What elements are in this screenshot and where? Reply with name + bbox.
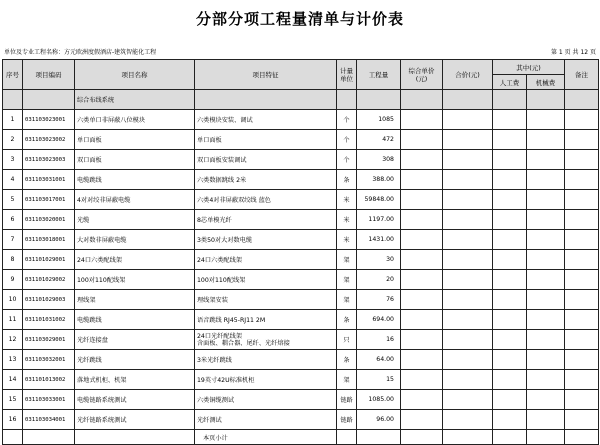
row-total	[443, 170, 493, 190]
row-remark	[565, 170, 599, 190]
row-feature: 单口面板	[195, 130, 337, 150]
row-feature: 19英寸42U标准机柜	[195, 370, 337, 390]
row-unit-price	[401, 190, 443, 210]
row-seq: 1	[3, 110, 23, 130]
row-seq: 10	[3, 290, 23, 310]
row-machine	[527, 110, 565, 130]
subtotal-cell	[565, 430, 599, 445]
table-body	[3, 90, 599, 445]
row-qty: 1431.00	[357, 230, 401, 250]
subtotal-cell	[357, 430, 401, 445]
row-seq: 13	[3, 350, 23, 370]
row-name: 电缆跳线	[75, 310, 195, 330]
row-labor	[493, 130, 527, 150]
row-feature: 理线架安装	[195, 290, 337, 310]
row-qty: 308	[357, 150, 401, 170]
row-qty: 20	[357, 270, 401, 290]
row-remark	[565, 110, 599, 130]
row-labor	[493, 270, 527, 290]
row-unit: 链路	[337, 410, 357, 430]
row-unit: 个	[337, 150, 357, 170]
row-machine	[527, 310, 565, 330]
row-unit-price	[401, 170, 443, 190]
row-remark	[565, 190, 599, 210]
row-machine	[527, 390, 565, 410]
row-remark	[565, 410, 599, 430]
row-machine	[527, 230, 565, 250]
subtotal-cell	[493, 430, 527, 445]
row-seq: 7	[3, 230, 23, 250]
row-qty: 76	[357, 290, 401, 310]
table-row	[3, 190, 599, 210]
row-labor	[493, 230, 527, 250]
row-seq: 15	[3, 390, 23, 410]
row-code: 031103023002	[23, 130, 75, 150]
row-feature: 24口六类配线架	[195, 250, 337, 270]
table-row	[3, 350, 599, 370]
row-unit: 条	[337, 350, 357, 370]
row-qty: 472	[357, 130, 401, 150]
row-code: 031103032001	[23, 350, 75, 370]
row-code: 031101013002	[23, 370, 75, 390]
row-qty: 59848.00	[357, 190, 401, 210]
table-row	[3, 170, 599, 190]
row-unit-price	[401, 310, 443, 330]
row-unit: 米	[337, 230, 357, 250]
row-qty: 1085	[357, 110, 401, 130]
row-machine	[527, 210, 565, 230]
row-labor	[493, 410, 527, 430]
table-row	[3, 250, 599, 270]
row-total	[443, 190, 493, 210]
row-labor	[493, 310, 527, 330]
row-remark	[565, 230, 599, 250]
row-name: 理线架	[75, 290, 195, 310]
row-total	[443, 150, 493, 170]
row-remark	[565, 270, 599, 290]
row-machine	[527, 190, 565, 210]
header-unit-price: 综合单价(元)	[401, 60, 443, 90]
row-code: 031103023003	[23, 150, 75, 170]
row-machine	[527, 370, 565, 390]
row-labor	[493, 250, 527, 270]
row-code: 031101029003	[23, 290, 75, 310]
row-total	[443, 130, 493, 150]
row-feature: 双口面板安装调试	[195, 150, 337, 170]
row-machine	[527, 250, 565, 270]
row-unit-price	[401, 230, 443, 250]
row-code: 031103029001	[23, 330, 75, 350]
subtotal-cell	[401, 430, 443, 445]
row-seq: 12	[3, 330, 23, 350]
table-row	[3, 330, 599, 350]
row-labor	[493, 110, 527, 130]
row-seq: 16	[3, 410, 23, 430]
subtotal-cell	[443, 430, 493, 445]
row-unit: 米	[337, 190, 357, 210]
row-qty: 16	[357, 330, 401, 350]
row-feature: 光纤测试	[195, 410, 337, 430]
row-total	[443, 110, 493, 130]
table-row	[3, 390, 599, 410]
row-unit: 架	[337, 290, 357, 310]
row-total	[443, 370, 493, 390]
row-feature: 3类50对大对数电缆	[195, 230, 337, 250]
row-total	[443, 230, 493, 250]
row-remark	[565, 130, 599, 150]
row-total	[443, 310, 493, 330]
header-qty: 工程量	[357, 60, 401, 90]
row-qty: 1197.00	[357, 210, 401, 230]
row-code: 031103034001	[23, 410, 75, 430]
row-labor	[493, 190, 527, 210]
row-remark	[565, 350, 599, 370]
row-name: 光纤链路系统测试	[75, 410, 195, 430]
header-unit: 计量单位	[337, 60, 357, 90]
subtotal-cell	[3, 430, 23, 445]
row-qty: 96.00	[357, 410, 401, 430]
row-name: 光缆	[75, 210, 195, 230]
row-labor	[493, 290, 527, 310]
row-remark	[565, 370, 599, 390]
header-of-which: 其中(元)	[493, 60, 565, 75]
row-remark	[565, 210, 599, 230]
table-row	[3, 410, 599, 430]
row-seq: 3	[3, 150, 23, 170]
row-name: 六类单口非屏蔽八位模块	[75, 110, 195, 130]
row-seq: 2	[3, 130, 23, 150]
row-code: 031101031002	[23, 310, 75, 330]
row-remark	[565, 250, 599, 270]
row-unit-price	[401, 210, 443, 230]
row-labor	[493, 170, 527, 190]
row-seq: 5	[3, 190, 23, 210]
row-unit: 条	[337, 170, 357, 190]
row-total	[443, 270, 493, 290]
row-machine	[527, 130, 565, 150]
row-labor	[493, 370, 527, 390]
row-machine	[527, 150, 565, 170]
row-unit-price	[401, 110, 443, 130]
row-total	[443, 330, 493, 350]
row-code: 031101029002	[23, 270, 75, 290]
row-labor	[493, 150, 527, 170]
row-machine	[527, 290, 565, 310]
subtotal-cell	[337, 430, 357, 445]
row-code: 031103033001	[23, 390, 75, 410]
row-name: 100对110配线架	[75, 270, 195, 290]
table-row	[3, 230, 599, 250]
header-remark: 备注	[565, 60, 599, 90]
row-seq: 4	[3, 170, 23, 190]
row-machine	[527, 410, 565, 430]
row-seq: 8	[3, 250, 23, 270]
row-seq: 9	[3, 270, 23, 290]
row-unit: 个	[337, 110, 357, 130]
bill-table	[2, 59, 599, 445]
row-name: 电缆跳线	[75, 170, 195, 190]
row-feature: 语音跳线 RJ45-RJ11 2M	[195, 310, 337, 330]
row-seq: 11	[3, 310, 23, 330]
row-total	[443, 250, 493, 270]
row-name: 落地式机柜、机架	[75, 370, 195, 390]
subtotal-cell	[23, 430, 75, 445]
row-unit: 个	[337, 130, 357, 150]
page-title: 分部分项工程量清单与计价表	[195, 10, 404, 28]
row-unit-price	[401, 130, 443, 150]
row-labor	[493, 210, 527, 230]
table-row	[3, 210, 599, 230]
row-unit: 只	[337, 330, 357, 350]
section-label: 综合布线系统	[75, 90, 195, 110]
row-unit-price	[401, 390, 443, 410]
row-unit-price	[401, 350, 443, 370]
row-total	[443, 390, 493, 410]
row-code: 031103020001	[23, 210, 75, 230]
row-code: 031103023001	[23, 110, 75, 130]
row-unit-price	[401, 270, 443, 290]
row-unit-price	[401, 290, 443, 310]
row-name: 4对对绞非屏蔽电缆	[75, 190, 195, 210]
project-name: 单位及专业工程名称：方元欧洲度假酒店-建筑智能化工程	[4, 49, 157, 56]
row-code: 031101029001	[23, 250, 75, 270]
row-name: 大对数非屏蔽电缆	[75, 230, 195, 250]
row-code: 031103017001	[23, 190, 75, 210]
subtotal-cell	[75, 430, 195, 445]
row-total	[443, 350, 493, 370]
row-unit-price	[401, 150, 443, 170]
row-remark	[565, 390, 599, 410]
row-unit: 条	[337, 310, 357, 330]
row-feature: 六类数据跳线 2米	[195, 170, 337, 190]
row-unit-price	[401, 330, 443, 350]
row-remark	[565, 290, 599, 310]
row-code: 031103031001	[23, 170, 75, 190]
row-name: 双口面板	[75, 150, 195, 170]
row-unit-price	[401, 410, 443, 430]
row-seq: 14	[3, 370, 23, 390]
row-qty: 694.00	[357, 310, 401, 330]
row-unit-price	[401, 250, 443, 270]
row-machine	[527, 170, 565, 190]
meta-line	[4, 47, 596, 59]
row-qty: 1085.00	[357, 390, 401, 410]
row-total	[443, 410, 493, 430]
row-seq: 6	[3, 210, 23, 230]
subtotal-cell	[527, 430, 565, 445]
row-feature: 100对110配线架	[195, 270, 337, 290]
row-name: 单口面板	[75, 130, 195, 150]
row-qty: 30	[357, 250, 401, 270]
row-feature: 六类模块安装、调试	[195, 110, 337, 130]
header-total: 合价(元)	[443, 60, 493, 90]
row-unit: 架	[337, 370, 357, 390]
row-qty: 64.00	[357, 350, 401, 370]
table-row	[3, 130, 599, 150]
table-row	[3, 290, 599, 310]
row-unit-price	[401, 370, 443, 390]
table-row	[3, 310, 599, 330]
row-name: 电缆链路系统测试	[75, 390, 195, 410]
row-feature: 3米光纤跳线	[195, 350, 337, 370]
row-unit: 米	[337, 210, 357, 230]
header-name: 项目名称	[75, 60, 195, 90]
section-row	[3, 90, 599, 110]
row-labor	[493, 350, 527, 370]
row-remark	[565, 330, 599, 350]
row-name: 光纤跳线	[75, 350, 195, 370]
table-row	[3, 270, 599, 290]
row-feature: 8芯单模光纤	[195, 210, 337, 230]
row-labor	[493, 330, 527, 350]
table-row	[3, 370, 599, 390]
row-machine	[527, 270, 565, 290]
row-feature: 24口光纤配线架 含面板、耦合器、尾纤、光纤熔接	[195, 330, 337, 350]
row-machine	[527, 350, 565, 370]
row-total	[443, 290, 493, 310]
row-labor	[493, 390, 527, 410]
header-labor: 人工费	[493, 75, 527, 90]
row-feature: 六类铜缆测试	[195, 390, 337, 410]
page-indicator: 第 1 页 共 12 页	[551, 49, 596, 56]
row-remark	[565, 310, 599, 330]
header-code: 项目编码	[23, 60, 75, 90]
row-qty: 388.00	[357, 170, 401, 190]
table-row	[3, 150, 599, 170]
table-row	[3, 110, 599, 130]
header-machine: 机械费	[527, 75, 565, 90]
row-machine	[527, 330, 565, 350]
row-name: 光纤连接盘	[75, 330, 195, 350]
row-total	[443, 210, 493, 230]
subtotal-label: 本页小计	[195, 430, 337, 445]
header-feature: 项目特征	[195, 60, 337, 90]
row-qty: 15	[357, 370, 401, 390]
row-code: 031103018001	[23, 230, 75, 250]
row-remark	[565, 150, 599, 170]
subtotal-row	[3, 430, 599, 445]
header-seq: 序号	[3, 60, 23, 90]
row-name: 24口六类配线架	[75, 250, 195, 270]
row-unit: 架	[337, 250, 357, 270]
row-feature: 六类4对非屏蔽双绞线 蓝色	[195, 190, 337, 210]
row-unit: 链路	[337, 390, 357, 410]
row-unit: 架	[337, 270, 357, 290]
